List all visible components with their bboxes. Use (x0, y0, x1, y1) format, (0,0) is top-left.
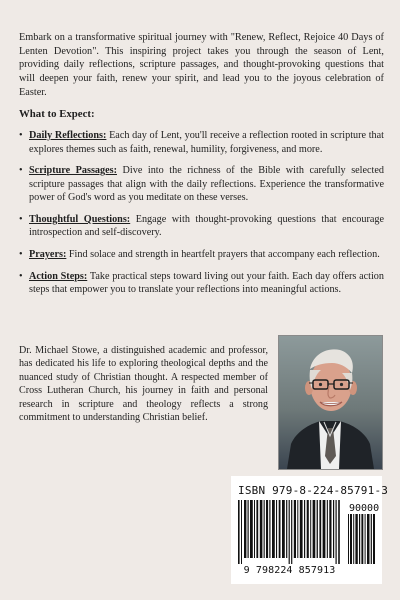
bullet-dot: • (19, 248, 23, 260)
expect-item-text: Take practical steps toward living out your faith. Each day offers action steps that empower you to translate your reflections into meaningful actions. (29, 270, 384, 296)
expect-item-text: Dive into the richness of the Bible with carefully selected scripture passages that align with the daily reflections. Experience the transformative power of God's word as you meditate on these verses. (29, 165, 385, 204)
addon-barcode-icon (348, 514, 375, 564)
bullet-dot: • (19, 130, 23, 141)
main-barcode-icon (238, 500, 341, 564)
isbn-label: ISBN 979-8-224-85791-3 (238, 484, 389, 497)
barcode-panel (231, 476, 389, 584)
author-photo (278, 335, 383, 470)
bullet-dot: • (19, 213, 23, 225)
expect-item-prayers (19, 248, 384, 262)
expect-item-action-steps (19, 270, 384, 297)
expect-item-text: Engage with thought-provoking questions that encourage introspection and self-discovery. (29, 213, 385, 239)
barcode-addon-number: 90000 (349, 503, 380, 514)
bullet-dot: • (19, 165, 23, 177)
barcode-number: 9 798224 857913 (243, 565, 336, 576)
expect-item-text: Find solace and strength in heartfelt prayers that accompany each reflection. (68, 248, 380, 260)
author-portrait-illustration (279, 336, 382, 469)
expect-heading: What to Expect: (19, 108, 95, 120)
expect-item-title: Scripture Passages: (29, 165, 117, 177)
bullet-dot: • (19, 270, 23, 282)
expect-item-text: Each day of Lent, you'll receive a reflection rooted in scripture that explores themes such as faith, renewal, humility, forgiveness, and more. (29, 130, 384, 155)
expect-item-scripture-passages (19, 164, 384, 205)
expect-item-thoughtful-questions (19, 213, 384, 240)
expect-item-title: Daily Reflections: (29, 130, 107, 141)
expect-item-title: Action Steps: (29, 270, 88, 282)
intro-paragraph: Embark on a transformative spiritual journey with "Renew, Reflect, Rejoice 40 Days of Lenten Devotion". This inspiring project takes you through the season of Lent, providing daily reflections, scripture passages, and thought-provoking questions that will deepen your faith, renew your spirit, and lead you to the joyous celebration of Easter. (19, 32, 384, 98)
expect-item-title: Prayers: (29, 248, 67, 260)
expect-list (19, 129, 384, 305)
expect-item-daily-reflections (19, 129, 384, 156)
author-bio: Dr. Michael Stowe, a distinguished academic and professor, has dedicated his life to exploring theological depths and the nuanced study of Christian thought. A respected member of Cross Lutheran Church, his journey in faith and personal research in scripture and theology reflects a strong commitment to understanding Christian belief. (19, 345, 268, 424)
expect-item-title: Thoughtful Questions: (29, 213, 131, 225)
